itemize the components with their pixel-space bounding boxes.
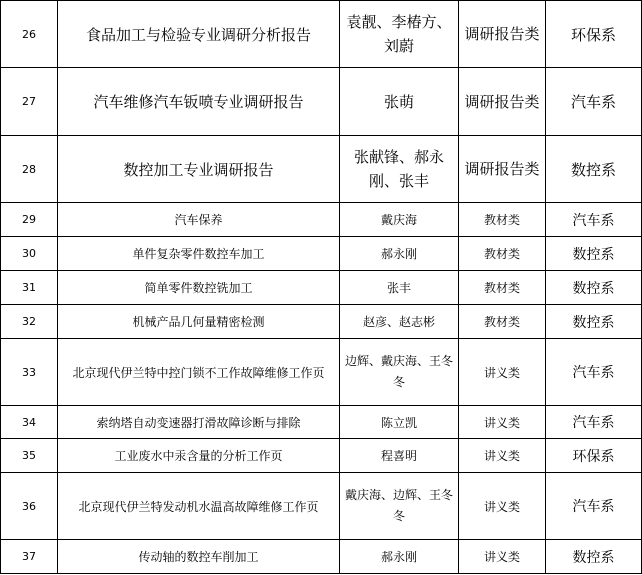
item-author: 戴庆海、边辉、王冬冬 <box>340 473 459 540</box>
item-title: 工业废水中汞含量的分析工作页 <box>58 439 340 473</box>
item-title: 索纳塔自动变速器打滑故障诊断与排除 <box>58 406 340 439</box>
row-number: 30 <box>1 237 58 271</box>
item-type: 调研报告类 <box>459 136 546 203</box>
table-row <box>1 237 642 271</box>
item-title: 数控加工专业调研报告 <box>58 136 340 203</box>
item-author: 戴庆海 <box>340 203 459 237</box>
item-department: 环保系 <box>546 439 642 473</box>
table-row <box>1 203 642 237</box>
item-type: 讲义类 <box>459 473 546 540</box>
row-number: 32 <box>1 305 58 339</box>
row-number: 28 <box>1 136 58 203</box>
item-title: 传动轴的数控车削加工 <box>58 540 340 574</box>
item-author: 赵彦、赵志彬 <box>340 305 459 339</box>
row-number: 37 <box>1 540 58 574</box>
item-type: 教材类 <box>459 203 546 237</box>
table-row <box>1 305 642 339</box>
item-type: 教材类 <box>459 237 546 271</box>
table-row <box>1 1 642 68</box>
row-number: 29 <box>1 203 58 237</box>
item-department: 汽车系 <box>546 339 642 406</box>
row-number: 36 <box>1 473 58 540</box>
item-type: 讲义类 <box>459 540 546 574</box>
item-type: 调研报告类 <box>459 68 546 136</box>
item-title: 单件复杂零件数控车加工 <box>58 237 340 271</box>
item-type: 讲义类 <box>459 406 546 439</box>
item-type: 调研报告类 <box>459 1 546 68</box>
item-title: 简单零件数控铣加工 <box>58 271 340 305</box>
item-type: 教材类 <box>459 305 546 339</box>
item-department: 汽车系 <box>546 473 642 540</box>
table-row <box>1 439 642 473</box>
row-number: 31 <box>1 271 58 305</box>
item-author: 袁靓、李椿方、刘蔚 <box>340 1 459 68</box>
item-title: 北京现代伊兰特发动机水温高故障维修工作页 <box>58 473 340 540</box>
item-author: 陈立凯 <box>340 406 459 439</box>
item-title: 机械产品几何量精密检测 <box>58 305 340 339</box>
table-row <box>1 540 642 574</box>
item-title: 北京现代伊兰特中控门锁不工作故障维修工作页 <box>58 339 340 406</box>
item-author: 张献锋、郝永刚、张丰 <box>340 136 459 203</box>
item-author: 张萌 <box>340 68 459 136</box>
table-row <box>1 406 642 439</box>
item-department: 环保系 <box>546 1 642 68</box>
table-row <box>1 271 642 305</box>
row-number: 26 <box>1 1 58 68</box>
item-department: 数控系 <box>546 237 642 271</box>
item-title: 食品加工与检验专业调研分析报告 <box>58 1 340 68</box>
row-number: 35 <box>1 439 58 473</box>
item-title: 汽车维修汽车钣喷专业调研报告 <box>58 68 340 136</box>
item-department: 汽车系 <box>546 68 642 136</box>
table-row <box>1 339 642 406</box>
item-department: 数控系 <box>546 305 642 339</box>
row-number: 33 <box>1 339 58 406</box>
table-row <box>1 68 642 136</box>
row-number: 27 <box>1 68 58 136</box>
item-type: 教材类 <box>459 271 546 305</box>
table-row <box>1 136 642 203</box>
item-type: 讲义类 <box>459 339 546 406</box>
item-department: 数控系 <box>546 136 642 203</box>
item-department: 汽车系 <box>546 203 642 237</box>
item-department: 汽车系 <box>546 406 642 439</box>
item-title: 汽车保养 <box>58 203 340 237</box>
item-author: 程喜明 <box>340 439 459 473</box>
item-author: 郝永刚 <box>340 540 459 574</box>
row-number: 34 <box>1 406 58 439</box>
item-author: 郝永刚 <box>340 237 459 271</box>
item-author: 边辉、戴庆海、王冬冬 <box>340 339 459 406</box>
table-row <box>1 473 642 540</box>
item-department: 数控系 <box>546 540 642 574</box>
item-department: 数控系 <box>546 271 642 305</box>
item-type: 讲义类 <box>459 439 546 473</box>
item-author: 张丰 <box>340 271 459 305</box>
